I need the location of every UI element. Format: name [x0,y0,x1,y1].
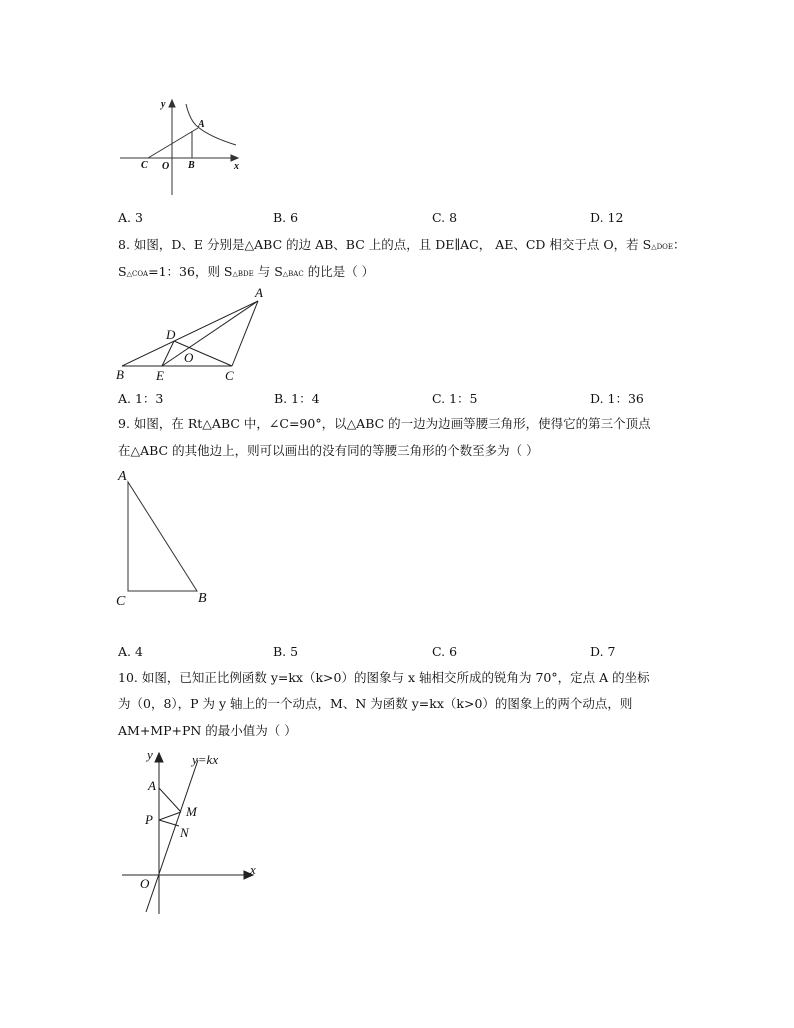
q9-question-line2: 在△ABC 的其他边上，则可以画出的没有同的等腰三角形的个数至多为（ ） [118,443,539,458]
q7-option-a: A. 3 [118,210,143,225]
q10-label-o: O [140,876,150,891]
q10-y-arrow [155,753,163,762]
q8-label-a: A [255,286,263,300]
q9-figure [112,466,216,610]
q8-line1-post: ： [673,237,686,252]
q7-label-x: x [234,161,239,172]
q8-option-a: A. 1：3 [118,391,164,406]
q9-option-b: B. 5 [273,644,299,659]
q7-label-a: A [198,119,205,130]
q8-label-o: O [184,350,194,365]
q7-label-c: C [141,160,148,171]
q10-question-line3: AM+MP+PN 的最小值为（ ） [118,723,297,738]
q8-label-d: D [166,327,176,342]
q7-label-o: O [162,161,170,172]
q9-label-a: A [118,469,127,484]
q9-triangle [128,482,197,591]
q10-label-a: A [148,778,156,793]
q8-segment-cd [174,341,232,366]
q8-label-c: C [225,368,234,382]
q10-label-p: P [145,812,153,827]
q10-label-ykx: y=kx [192,752,219,767]
q7-hyperbola [186,104,236,145]
q7-figure [118,97,248,197]
q10-segment-am [159,788,181,812]
q8-option-c: C. 1：5 [432,391,478,406]
q8-line2-sub2: △BDE [232,270,254,278]
q8-side-ca [232,301,258,366]
q9-label-b: B [198,591,207,606]
q10-label-y: y [147,747,153,762]
q7-option-d: D. 12 [590,210,624,225]
q8-question-line1 [118,237,686,255]
q8-line2-sub3: △BAC [282,270,304,278]
q9-option-c: C. 6 [432,644,458,659]
q9-label-c: C [116,594,126,609]
q9-option-a: A. 4 [118,644,143,659]
q8-line2-b: =1：36，则 S [148,264,233,279]
q7-label-y: y [161,99,166,110]
q8-question-line2 [118,264,374,282]
q7-y-arrow [169,100,175,107]
q7-option-b: B. 6 [273,210,299,225]
q8-line2-a: S [118,264,127,279]
q8-line2-sub1: △COA [126,270,149,278]
q7-option-c: C. 8 [432,210,458,225]
q7-segment-ca [148,128,198,158]
q9-question-line1: 9. 如图，在 Rt△ABC 中，∠C=90°，以△ABC 的一边为边画等腰三角形，使得它的第三个顶点 [118,416,651,431]
q10-question-line2: 为（0，8），P 为 y 轴上的一个动点，M、N 为函数 y=kx（k>0）的图象上的两个动点，则 [118,696,633,711]
q8-line2-c: 与 S [253,264,283,279]
q8-label-e: E [156,368,164,382]
q7-label-b: B [188,160,195,171]
q10-label-x: x [250,862,256,877]
q8-line2-d: 的比是（ ） [303,264,375,279]
q8-label-b: B [116,367,124,382]
q10-label-m: M [186,804,197,819]
q8-option-b: B. 1：4 [274,391,320,406]
q8-figure [114,286,266,382]
q8-line1-text: 8. 如图，D、E 分别是△ABC 的边 AB、BC 上的点，且 DE∥AC， AE、CD 相交于点 O，若 S [118,237,652,252]
q8-option-d: D. 1：36 [590,391,644,406]
q10-label-n: N [180,825,189,840]
q10-question-line1: 10. 如图，已知正比例函数 y=kx（k>0）的图象与 x 轴相交所成的锐角为 70°，定点 A 的坐标 [118,670,650,685]
q9-option-d: D. 7 [590,644,616,659]
q8-line1-sub: △DOE [651,243,674,251]
q10-figure [116,746,264,920]
